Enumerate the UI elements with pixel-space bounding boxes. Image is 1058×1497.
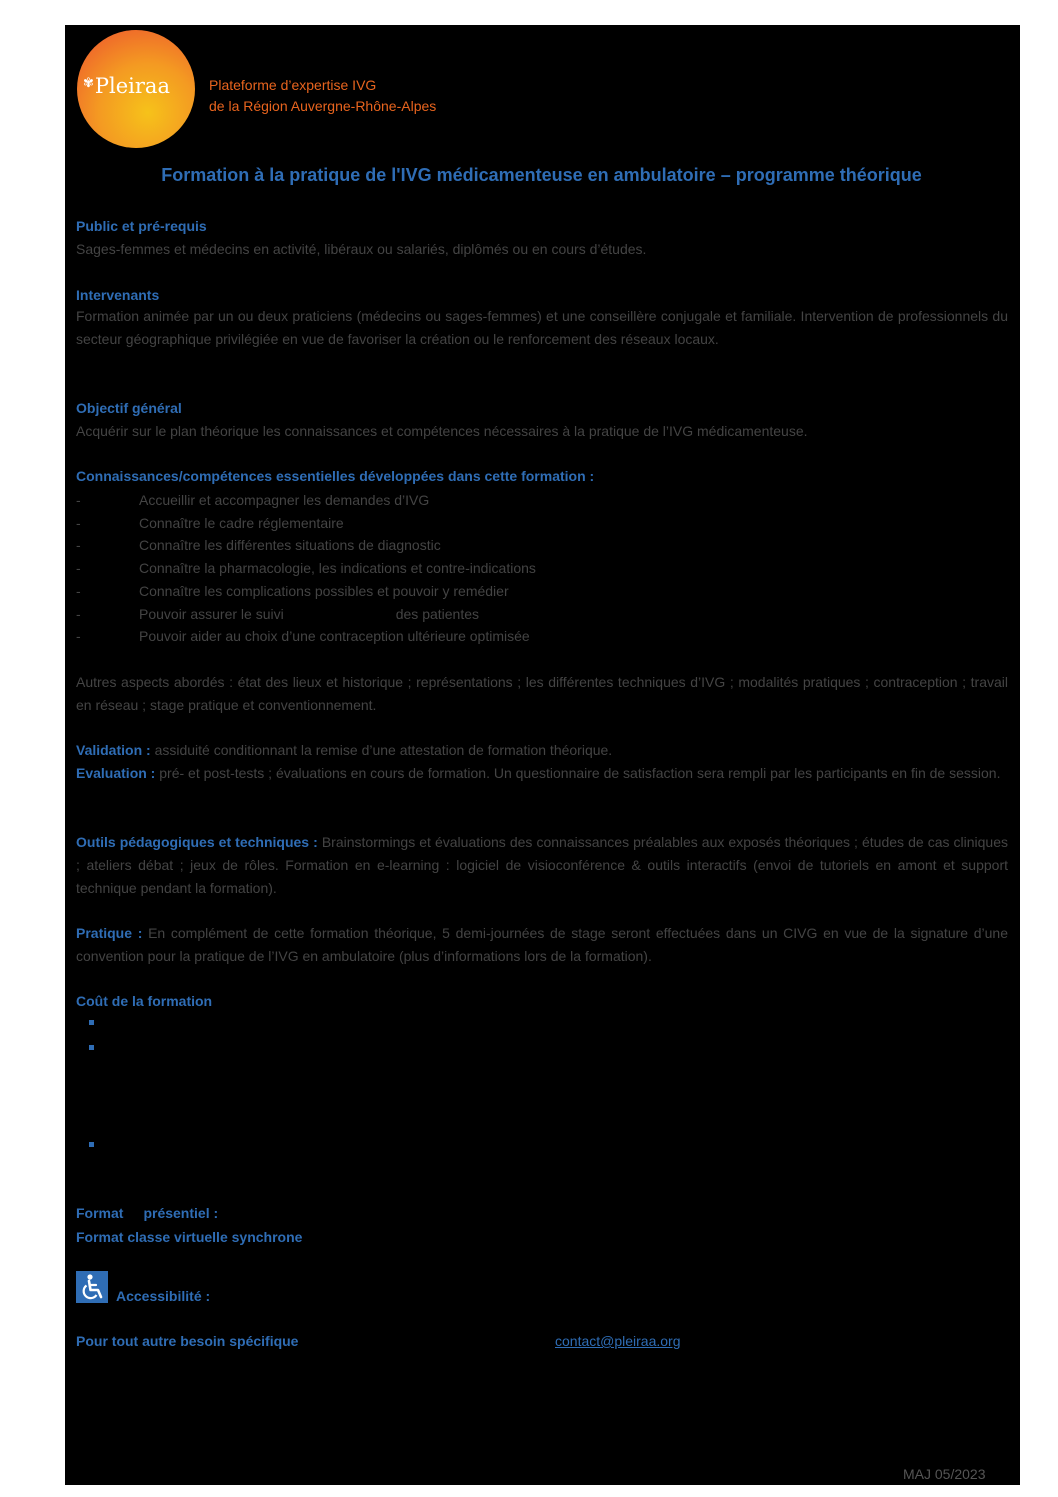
objectif-heading: Objectif général [76, 400, 182, 416]
competence-item: Pouvoir aider au choix d’une contraception ultérieure optimisée [139, 628, 530, 644]
objectif-text: Acquérir sur le plan théorique les connaissances et compétences nécessaires à la pratique de l’IVG médicamenteuse. [76, 423, 808, 439]
cout-heading: Coût de la formation [76, 993, 213, 1009]
bullet-square [89, 1020, 94, 1025]
competence-item: Connaître les complications possibles et pouvoir y remédier [139, 583, 509, 599]
validation-paragraph: Validation : assiduité conditionnant la remise d’une attestation de formation théorique. [76, 742, 613, 758]
contact-label: Pour tout autre besoin spécifique [76, 1333, 299, 1349]
competence-item: Accueillir et accompagner les demandes d’IVG [139, 492, 430, 508]
list-dash: - [76, 628, 81, 644]
update-date: MAJ 05/2023 [903, 1466, 986, 1482]
list-dash: - [76, 537, 81, 553]
public-heading: Public et pré-requis [76, 218, 207, 234]
competence-item-suivi: Pouvoir assurer le suivi des patientes [139, 606, 480, 622]
list-dash: - [76, 515, 81, 531]
pratique-paragraph: Pratique : En complément de cette formation théorique, 5 demi-journées de stage seront effectuées dans un CIVG en vue de la signature d’une convention pour la pratique de l’IVG en ambulatoire (plus d’informations lors de la formation). [76, 925, 1009, 964]
logo-text: Pleiraa [94, 74, 170, 98]
list-dash: - [76, 583, 81, 599]
autres-aspects: Autres aspects abordés : état des lieux et historique ; représentations ; les différentes techniques d’IVG ; modalités pratiques ; contraception ; travail en réseau ; stage pratique et conventionnement. [76, 674, 1008, 713]
list-dash: - [76, 606, 81, 622]
format-presentiel: Format présentiel : [76, 1205, 219, 1221]
intervenants-heading: Intervenants [76, 287, 160, 303]
wheelchair-icon [76, 1271, 108, 1303]
pleiraa-logo [77, 30, 195, 148]
tagline-line-1: Plateforme d’expertise IVG [209, 77, 377, 93]
public-text: Sages-femmes et médecins en activité, libéraux ou salariés, diplômés ou en cours d’études. [76, 241, 647, 257]
tagline-line-2: de la Région Auvergne-Rhône-Alpes [209, 98, 437, 114]
contact-email-link[interactable]: contact@pleiraa.org [555, 1333, 681, 1349]
competence-item: Connaître le cadre réglementaire [139, 515, 344, 531]
competence-item: Connaître les différentes situations de diagnostic [139, 537, 441, 553]
competences-heading: Connaissances/compétences essentielles développées dans cette formation : [76, 468, 595, 484]
list-dash: - [76, 492, 81, 508]
accessibilite-label: Accessibilité : [116, 1288, 211, 1304]
flower-icon: ✾ [83, 76, 94, 91]
intervenants-text: Formation animée par un ou deux praticiens (médecins ou sages-femmes) et une conseillère conjugale et familiale. Intervention de professionnels du secteur géographique privilégiée en vue de favoriser la création ou le renforcement des réseaux locaux. [76, 308, 1008, 347]
competence-item: Connaître la pharmacologie, les indications et contre-indications [139, 560, 536, 576]
bullet-square [89, 1045, 94, 1050]
format-classe-virtuelle: Format classe virtuelle synchrone [76, 1229, 303, 1245]
page-title: Formation à la pratique de l'IVG médicamenteuse en ambulatoire – programme théorique [161, 165, 922, 185]
tagline [209, 75, 436, 117]
bullet-square [89, 1142, 94, 1147]
list-dash: - [76, 560, 81, 576]
evaluation-paragraph: Evaluation : pré- et post-tests ; évaluations en cours de formation. Un questionnaire de satisfaction sera rempli par les participants en fin de session. [76, 765, 1001, 781]
outils-paragraph: Outils pédagogiques et techniques : Brainstormings et évaluations des connaissances préalables aux exposés théoriques ; études de cas cliniques ; ateliers débat ; jeux de rôles. Formation en e-learning : logiciel de visioconférence & outils interactifs (envoi de tutoriels en amont et support technique pendant la formation). [76, 834, 1009, 896]
